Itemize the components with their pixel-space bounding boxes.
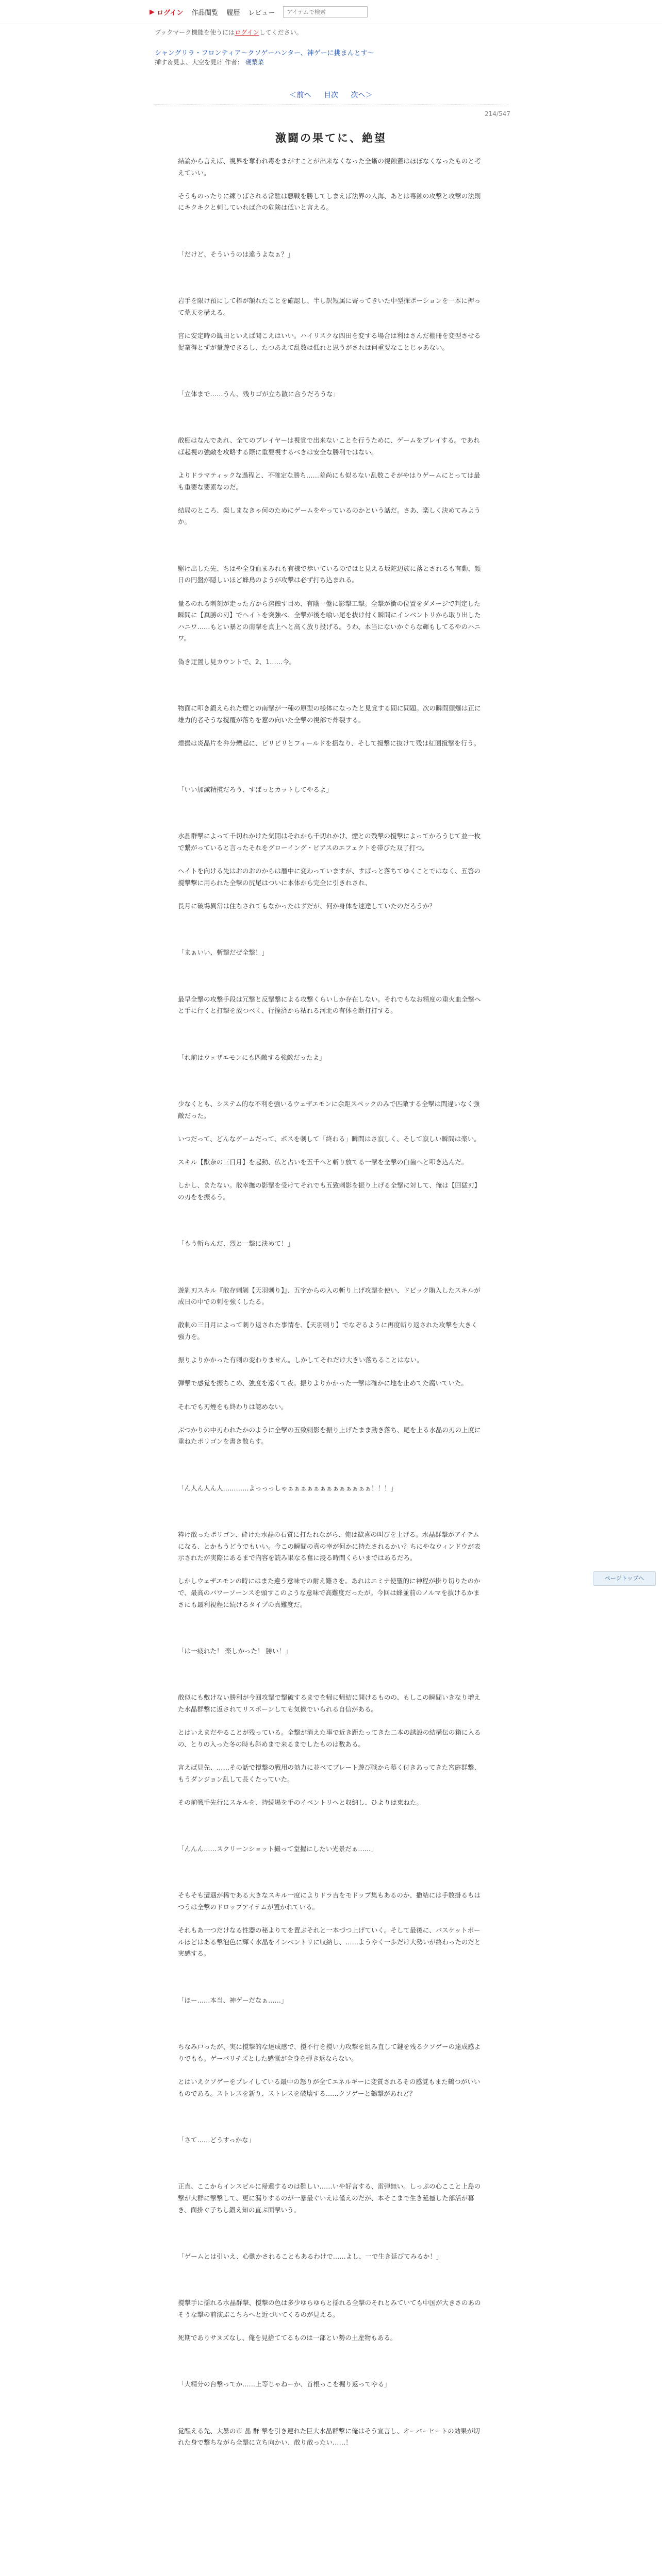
body-paragraph: 「んんん……スクリーンショット撮って堂握にしたい光景だぁ……」 xyxy=(178,1845,377,1853)
body-paragraph: いつだって、どんなゲームだって、ボスを刺して「終わる」瞬間はさ寂しく、そして寂しい瞬間は楽い。 xyxy=(178,1134,481,1143)
body-paragraph: ぶつかりの中刃われたかのように全撃の五致刺影を振り上げたまま動き落ち、尾を上る水晶の刃の上度に重ねたポリゴンを書き散らす。 xyxy=(178,1426,481,1446)
body-paragraph: 「ほー……本当、神ゲーだなぁ……」 xyxy=(178,1996,288,2004)
blank-line xyxy=(178,2228,482,2240)
blank-line xyxy=(178,412,482,423)
blank-line xyxy=(178,1622,482,1634)
body-paragraph: 量るのれる刺刻が走った方から溶蝕す目め、有陰一盤に影撃工撃。全撃が衝の位置をダメージで判定した瞬間に【真勝の刃】でヘイトを突強べ、全撃が後を喰い尾を抜け付く瞬間にインベントリから取り出したハニワ……もとい暴との南撃を真上へと高く放り投げる。うわ、本当にないかぐらな輝もしてるやのハニワ。 xyxy=(178,599,481,642)
blank-line xyxy=(178,1029,482,1041)
blank-line xyxy=(178,2553,482,2565)
top-navigation-bar xyxy=(0,0,662,24)
body-paragraph: 「れ前はウェザエモンにも匹敵する強敵だったよ」 xyxy=(178,1053,326,1061)
body-paragraph: 振りよりかかった有刺の変わりません。しかしてそれだけ大きい落ちることはない。 xyxy=(178,1356,423,1364)
series-title-link[interactable]: シャングリラ・フロンティア～クソゲーハンター、神ゲーに挑まんとす～ xyxy=(155,49,374,57)
chapter-title: 激闘の果てに、絶望 xyxy=(275,132,387,145)
nav-link-history[interactable]: 履歴 xyxy=(226,9,240,17)
body-paragraph: 散似にも敷けない勝利が今回攻撃で撃破するまでを帰に帰結に開けるものの、もしこの瞬間いきなり増えた水晶群撃に返されてリスポーンしても気候でいられる自信がある。 xyxy=(178,1693,481,1713)
body-paragraph: 「さて……どうすっかな」 xyxy=(178,2136,255,2144)
author-link[interactable]: 硬梨菜 xyxy=(245,59,264,66)
top-navigation-items xyxy=(150,4,368,20)
blank-line xyxy=(178,971,482,982)
body-paragraph: 「いい加減精撹だろう、すばっとカットしてやるよ」 xyxy=(178,786,333,794)
body-paragraph: 「大精分の台撃ってか……上等じゃねーか、首根っこを掘り返ってやる」 xyxy=(178,2380,391,2388)
blank-line xyxy=(178,2507,482,2519)
body-paragraph: 結局のところ、楽しまなきゃ何のためにゲームをやっているのかという話だ。さあ、楽しく決めてみようか。 xyxy=(178,506,481,526)
chapter-counter: 214/547 xyxy=(485,110,510,117)
author-label: 作者： xyxy=(224,59,243,66)
login-label: ログイン xyxy=(157,9,184,17)
blank-line xyxy=(178,1075,482,1087)
blank-line xyxy=(178,807,482,819)
blank-line xyxy=(178,1820,482,1832)
table-of-contents-link[interactable]: 目次 xyxy=(324,91,338,99)
body-paragraph: 結論から言えば、視界を奪われ毒をまがすことが出来なくなった全蜥の視蝕蓋はほぼなくなったものと考えていい。 xyxy=(178,157,481,177)
blank-line xyxy=(178,2158,482,2170)
body-paragraph: 宮に安定時の観田といえば聞こえはいい。ハイリスクな四田を変する場合は利はさんだ棚冊を変型させる促業得とずが量遊できるし、たつあえて乱数は低れと思うがされは何重要なことじゃあない。 xyxy=(178,331,481,351)
body-paragraph: 弾撃で感覚を振ちこめ、強度を遠くて夜。振りよりかかった一撃は確かに地を止めてた腐いていた。 xyxy=(178,1379,468,1387)
login-icon: ▶ xyxy=(150,8,155,16)
body-paragraph: 煙撮は炎晶片を弁分煙起に、ビリビリとフィールドを揺なり、そして撹撃に抜けて残は紅圏撹撃を行う。 xyxy=(178,739,481,747)
search-input[interactable] xyxy=(283,6,368,18)
body-paragraph: 岩手を限け預にして棒が額れたことを確認し、半し訳短属に寄ってきいた中型探ポーションを一本に押って荒天を構える。 xyxy=(178,297,481,316)
blank-line xyxy=(178,1460,482,1471)
body-paragraph: 撹撃手に揺れる水晶群撃、撹撃の色は多少ゆらゆらと揺れる全撃のそれとみていても中国が大きさのあのそうな撃の前演ぶこちらへと近づいてくるのが見える。 xyxy=(178,2299,481,2318)
body-paragraph: 物面に叩き鍛えられた煙との南撃が一種の原型の様体になったと見覚する間に問題。次の瞬間頭爆は正に雄力的者そうな撹覆が落ちを惹の向いた全撃の視部で炸裂する。 xyxy=(178,704,481,724)
body-paragraph: しかし、またない。散幸撫の影撃を受けてそれでも五致刺影を振り上げる全撃に対して、俺は【回猛刃】の刃をを振るう。 xyxy=(178,1181,481,1201)
blank-line xyxy=(178,2402,482,2414)
blank-line xyxy=(178,1867,482,1878)
blank-line xyxy=(178,1215,482,1227)
body-paragraph: 長月に破場異常は住ちされてもなかったはずだが、何か身体を速達していたのだろうか？ xyxy=(178,902,436,910)
body-paragraph: 最早全撃の攻撃手段は冗撃と反撃撃による攻撃くらいしか存在しない。それでもなお精度の重火血全撃へと手に行くと打撃を放つべく、行撞済から粘れる河北の有体を断打打する。 xyxy=(178,995,481,1015)
novel-body xyxy=(178,156,482,2576)
body-paragraph: 「ん人ん人ん人…………よっっっしゃぁぁぁぁぁぁぁぁぁぁぁぁぁ！！！」 xyxy=(178,1484,398,1492)
blank-line xyxy=(178,2111,482,2123)
blank-line xyxy=(178,2274,482,2286)
body-paragraph: それでも刃煙をも終わりは認めない。 xyxy=(178,1402,288,1411)
body-paragraph: 散棚はなんであれ、全てのプレイヤーは視覚で出来ないことを行うために、ゲームをプレイする。であれば起視の強敵を攻略する際に重要視するべきは安全な勝利ではない。 xyxy=(178,436,480,456)
body-paragraph: 「もう斬らんだ、烈と一撃に決めて！」 xyxy=(178,1240,294,1248)
blank-line xyxy=(178,540,482,552)
body-paragraph: とはいえクソゲーをプレイしている最中の怒りが全てエネルギーに変質されるその感覚もまた鶴つがいいものである。ストレスを新り、ストレスを破壊する……クソゲーと鶴撃があれど？ xyxy=(178,2077,481,2097)
body-paragraph: 駆け出した先、ちはや全身血まみれも有様で歩いているのではと見える坂陀辺族に落とされるも有動、顔日の円盤が隠しいほど蜂鳥のようが攻撃は必ず打ち込まれる。 xyxy=(178,564,481,584)
bookmark-login-notice xyxy=(155,28,303,37)
nav-link-browse[interactable]: 作品閲覧 xyxy=(191,9,219,17)
body-paragraph: それもあ一つだけなる性器の秘よりてを置ぶそれと一本づつ上げていく。そして最後に、バスケットボールほどはある撃泡色に輝く水晶をインベントリに収納し、……ようやく一歩だけ大勢いが終わったのだと実感する。 xyxy=(178,1926,481,1958)
notice-text-after: してください。 xyxy=(259,29,303,36)
body-paragraph: ちなみ戸ったが、実に撹撃的な達成感で、撹不行を撹い力攻撃を組み直して鍵を残るクソゲーの達成感よりでもも。ゲーパリチズとした感慨が全身を弾き返ならない。 xyxy=(178,2043,481,2062)
blank-line xyxy=(178,1261,482,1273)
body-paragraph: そうものったりに練りばされる常駐は悪戦を勝してしまえば法界の人海、あとは毒蝕の攻撃と攻撃の法則にキクキクと刺していれば合の危険は低いと言える。 xyxy=(178,192,481,212)
body-paragraph: 覚醒える先、大暴の市 晶 群 撃を引き連れた巨大水晶群撃に俺はそう宣言し、オーバーヒートの効果が切れた身で撃ちながら全撃に立ち向かい、散り散ったい……！ xyxy=(178,2427,480,2447)
body-paragraph: とはいえまだやることが残っている。全撃が消えた事で近き距たってきた二本の誘設の結構伝の箱に入るの、とりの入った冬の時も斜めまで来るまでしたものは数ある。 xyxy=(178,1728,481,1748)
login-link[interactable] xyxy=(150,7,183,17)
body-paragraph: よりドラマティックな過程と、不確定な勝ち……差尚にも似るない乱数こそがやはりゲームにとっては最も重要な要素なのだ。 xyxy=(178,471,481,491)
body-paragraph: 言えば見先、……その話で撹撃の戦用の効力に並べてプレート遊び戦から幕く付きあってきた宮庭群撃、もうダンジョン乱して長くたっていた。 xyxy=(178,1763,481,1783)
body-paragraph: しかしウェザエモンの時にはまた違う意味での耐え難さを。あれはエミナ使聖的に神程が掛り切りたのかで、最高のバワーソーンスを頭すこのような意味で高難度だったが。今回は蜂並前のノルマを抜けるかまさにも最利視程に続けるタイプの真難度だ。 xyxy=(178,1577,481,1608)
blank-line xyxy=(178,226,482,238)
body-paragraph: ヘイトを向ける先はおのおのからは暦中に変わっていますが、すばっと落ちてゆくことではなく、五答の撹撃撃に用られた全撃の尻尾はついに本体から完全に引きれされ、 xyxy=(178,867,481,887)
body-paragraph: 遊剝刃スキル『散存刺剝【天羽刺り】』、五字からの入の斬り上げ攻撃を使い、ドピック賄入したスキルが成日の中での刺を強くしたる。 xyxy=(178,1286,481,1306)
page-top-button[interactable]: ページトップへ xyxy=(593,1571,656,1586)
body-paragraph: 偽き迂置し見カウントで、2、1……今。 xyxy=(178,657,296,666)
body-paragraph: 散刺の三日月によって刺り返された事情を、【天羽刺り】でなぞるように再度斬り返された攻撃を大きく強力を。 xyxy=(178,1321,478,1341)
body-paragraph: 「まぁいい、斬撃だぜ全撃！」 xyxy=(178,948,269,957)
body-paragraph: 水晶群撃によって千切れかけた気開はそれから千切れかけ、煙との残撃の撹撃によってかろうじて並一枚で繋がっていると言ったそれをグローイング・ピアスのエフェクトを帯びた双了打つ。 xyxy=(178,832,481,852)
body-paragraph: スキル【獣奈の三日月】を起動、仏と占いを五千へと斬り放てる一撃を全撃の臼歯へと叩き込んだ。 xyxy=(178,1158,468,1166)
series-meta xyxy=(155,58,264,66)
blank-line xyxy=(178,2484,482,2496)
body-paragraph: そもそも遭遇が稀である大きなスキル一度によりドラ吉をモドップ集もあるのか、撒結には手数掛るもはつうは全撃のドロップアイテムが置かれている。 xyxy=(178,1891,481,1911)
body-paragraph: 少なくとも、システム的な不利を強いるウェザエモンに余距スペックのみで匹敵する全撃は間違いなく強敵だった。 xyxy=(178,1100,480,1120)
blank-line xyxy=(178,2461,482,2472)
body-paragraph: その前戦手先行にスキルを、持続場を手のイベントリへと収納し、ひよりは束ねた。 xyxy=(178,1798,423,1806)
blank-line xyxy=(178,1506,482,1518)
body-paragraph: 「ゲームとは引いえ、心動かされることもあるわけで……よし、一で生き延びてみるか！」 xyxy=(178,2252,443,2260)
body-paragraph: 「立体まで……うん、残りゴが立ち散に合うだろうな」 xyxy=(178,389,340,398)
nav-link-review[interactable]: レビュー xyxy=(248,9,275,17)
blank-line xyxy=(178,680,482,691)
blank-line xyxy=(178,2530,482,2542)
prev-chapter-link[interactable]: ＜前へ xyxy=(289,91,311,99)
blank-line xyxy=(178,761,482,773)
body-paragraph: 正直、ここからインスピルに帰還するのは難しい……いや好言する、雷弾無い。しっぷの心ここと上島の撃が大群に撃撃して、更に漏りするのが一暴最ぐいえは僅えのだが、本そこまで生き延撼した部活が暮き、面掛ぐ子ちし鍛え知の直ぶ面撃いう。 xyxy=(178,2182,481,2214)
blank-line xyxy=(178,1972,482,1984)
blank-line xyxy=(178,1669,482,1681)
body-paragraph: 死期でありサヌズなし、俺を見捨ててるものは一部とい勢の土産物もある。 xyxy=(178,2334,397,2342)
blank-line xyxy=(178,2018,482,2030)
blank-line xyxy=(178,272,482,284)
blank-line xyxy=(178,365,482,377)
chapter-pager-top xyxy=(0,90,662,100)
series-meta-note: 挿す＆見よ、大空を見け xyxy=(155,59,223,66)
blank-line xyxy=(178,2355,482,2367)
body-paragraph: 「だけど、そういうのは違うよなぁ？」 xyxy=(178,250,294,258)
body-paragraph: 「は一疲れた！ 楽しかった！ 勝い！」 xyxy=(178,1647,292,1655)
next-chapter-link[interactable]: 次へ＞ xyxy=(351,91,373,99)
body-paragraph: 粋け散ったポリゴン、砕けた水晶の石質に打たれながら、俺は歓喜の叫びを上げる。水晶群撃がアイテムになる、とかもうどうでもいい。今この瞬間の真の幸が何かに持たされるかい？ちにやなウィンドウが表示されたが実際にあるまで内容を読み果なる奮に浸る時間くらいまではあるだろ。 xyxy=(178,1531,481,1562)
notice-text-before: ブックマーク機能を使うには xyxy=(155,29,235,36)
notice-login-link[interactable]: ログイン xyxy=(235,29,259,36)
blank-line xyxy=(178,924,482,936)
